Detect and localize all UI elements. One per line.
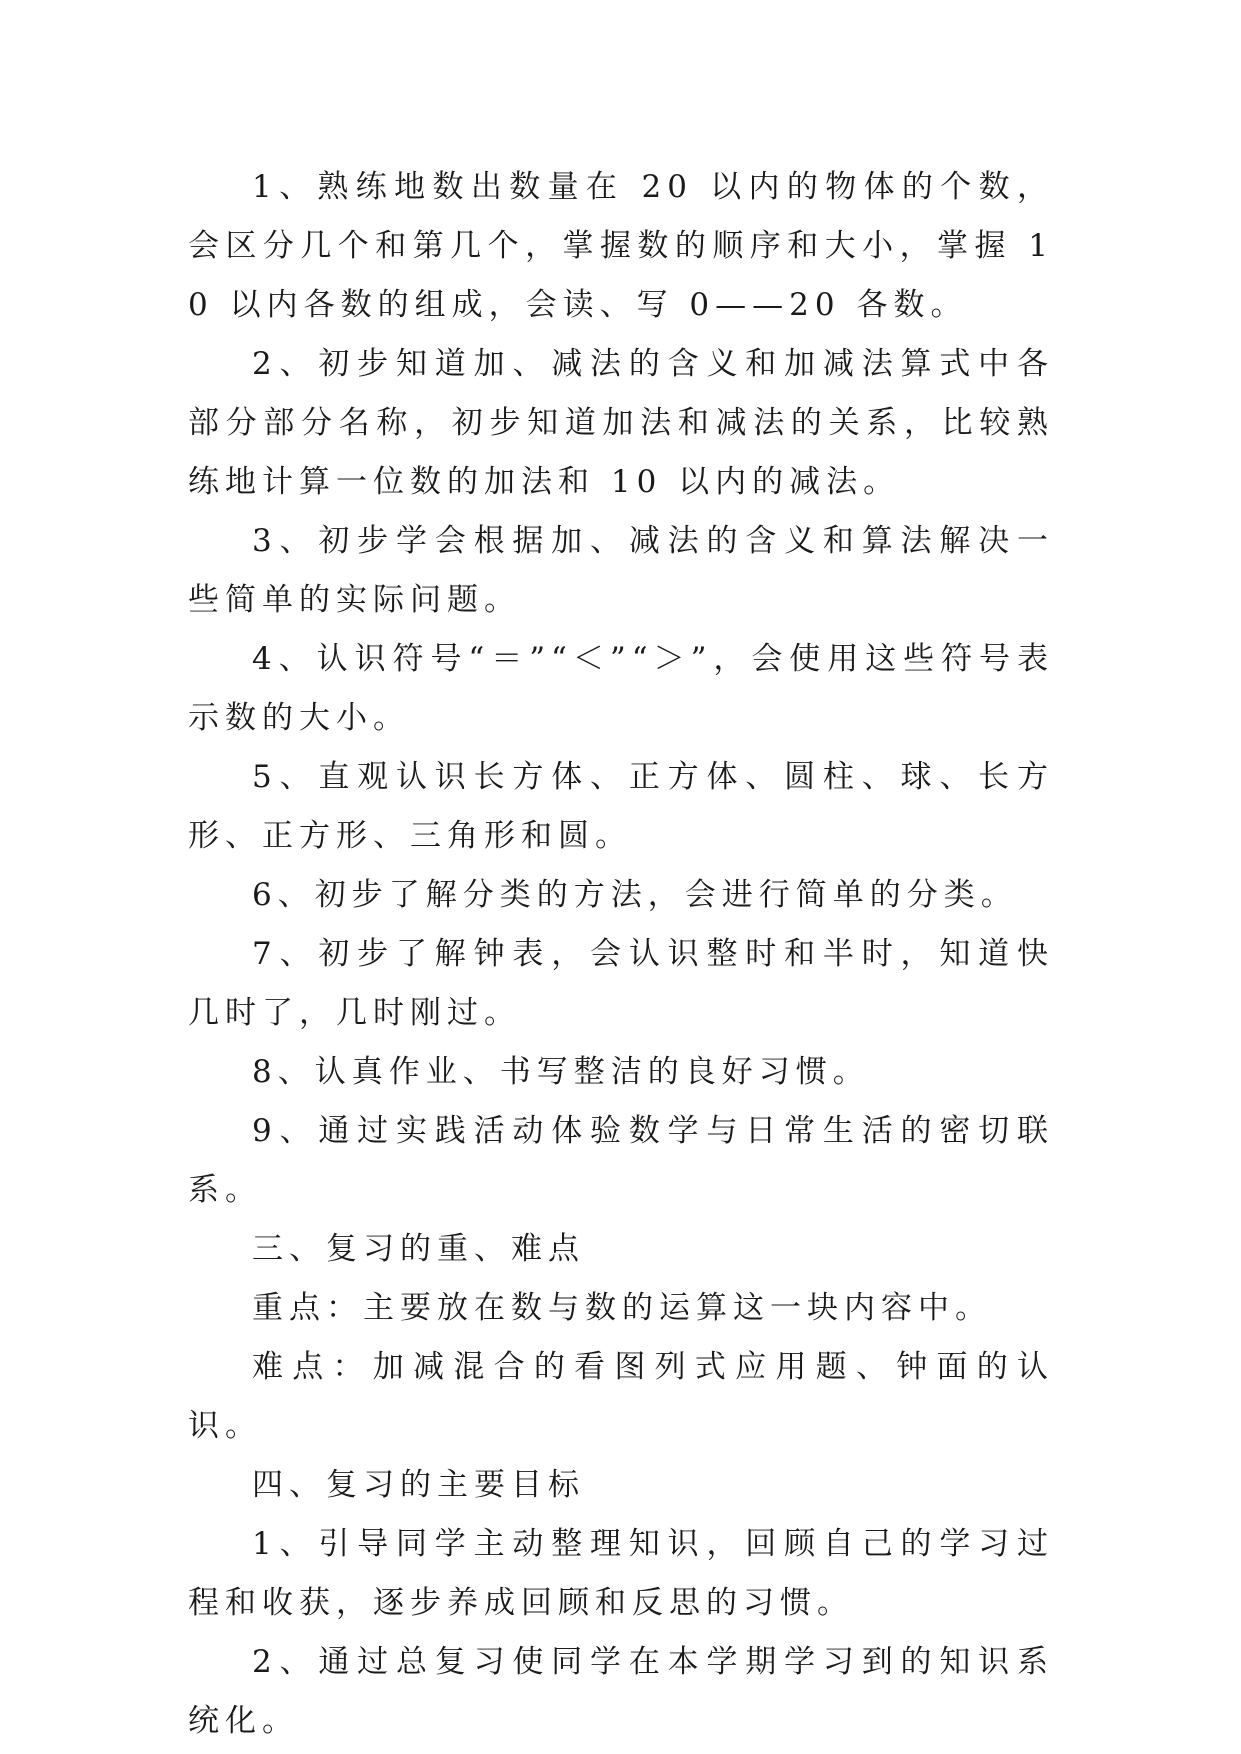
document-body bbox=[188, 158, 1054, 1751]
paragraph: 7、初步了解钟表，会认识整时和半时，知道快几时了，几时刚过。 bbox=[188, 936, 1054, 1031]
paragraph: 2、通过总复习使同学在本学期学习到的知识系统化。 bbox=[188, 1644, 1054, 1739]
section-heading: 三、复习的重、难点 bbox=[252, 1231, 585, 1267]
paragraph: 1、引导同学主动整理知识，回顾自己的学习过程和收获，逐步养成回顾和反思的习惯。 bbox=[188, 1526, 1054, 1621]
paragraph: 3、初步学会根据加、减法的含义和算法解决一些简单的实际问题。 bbox=[188, 523, 1054, 618]
paragraph: 8、认真作业、书写整洁的良好习惯。 bbox=[252, 1054, 870, 1090]
paragraph: 6、初步了解分类的方法，会进行简单的分类。 bbox=[252, 877, 1018, 913]
paragraph: 重点：主要放在数与数的运算这一块内容中。 bbox=[252, 1290, 992, 1326]
paragraph: 难点：加减混合的看图列式应用题、钟面的认识。 bbox=[188, 1349, 1054, 1444]
paragraph: 9、通过实践活动体验数学与日常生活的密切联系。 bbox=[188, 1113, 1054, 1208]
paragraph: 4、认识符号“＝”“＜”“＞”，会使用这些符号表示数的大小。 bbox=[188, 641, 1054, 736]
paragraph: 5、直观认识长方体、正方体、圆柱、球、长方形、正方形、三角形和圆。 bbox=[188, 759, 1054, 854]
paragraph: 2、初步知道加、减法的含义和加减法算式中各部分部分名称，初步知道加法和减法的关系，比较熟练地计算一位数的加法和 10 以内的减法。 bbox=[188, 346, 1054, 500]
paragraph: 1、熟练地数出数量在 20 以内的物体的个数，会区分几个和第几个，掌握数的顺序和大小，掌握 10 以内各数的组成，会读、写 0——20 各数。 bbox=[188, 169, 1054, 323]
section-heading: 四、复习的主要目标 bbox=[252, 1467, 585, 1503]
